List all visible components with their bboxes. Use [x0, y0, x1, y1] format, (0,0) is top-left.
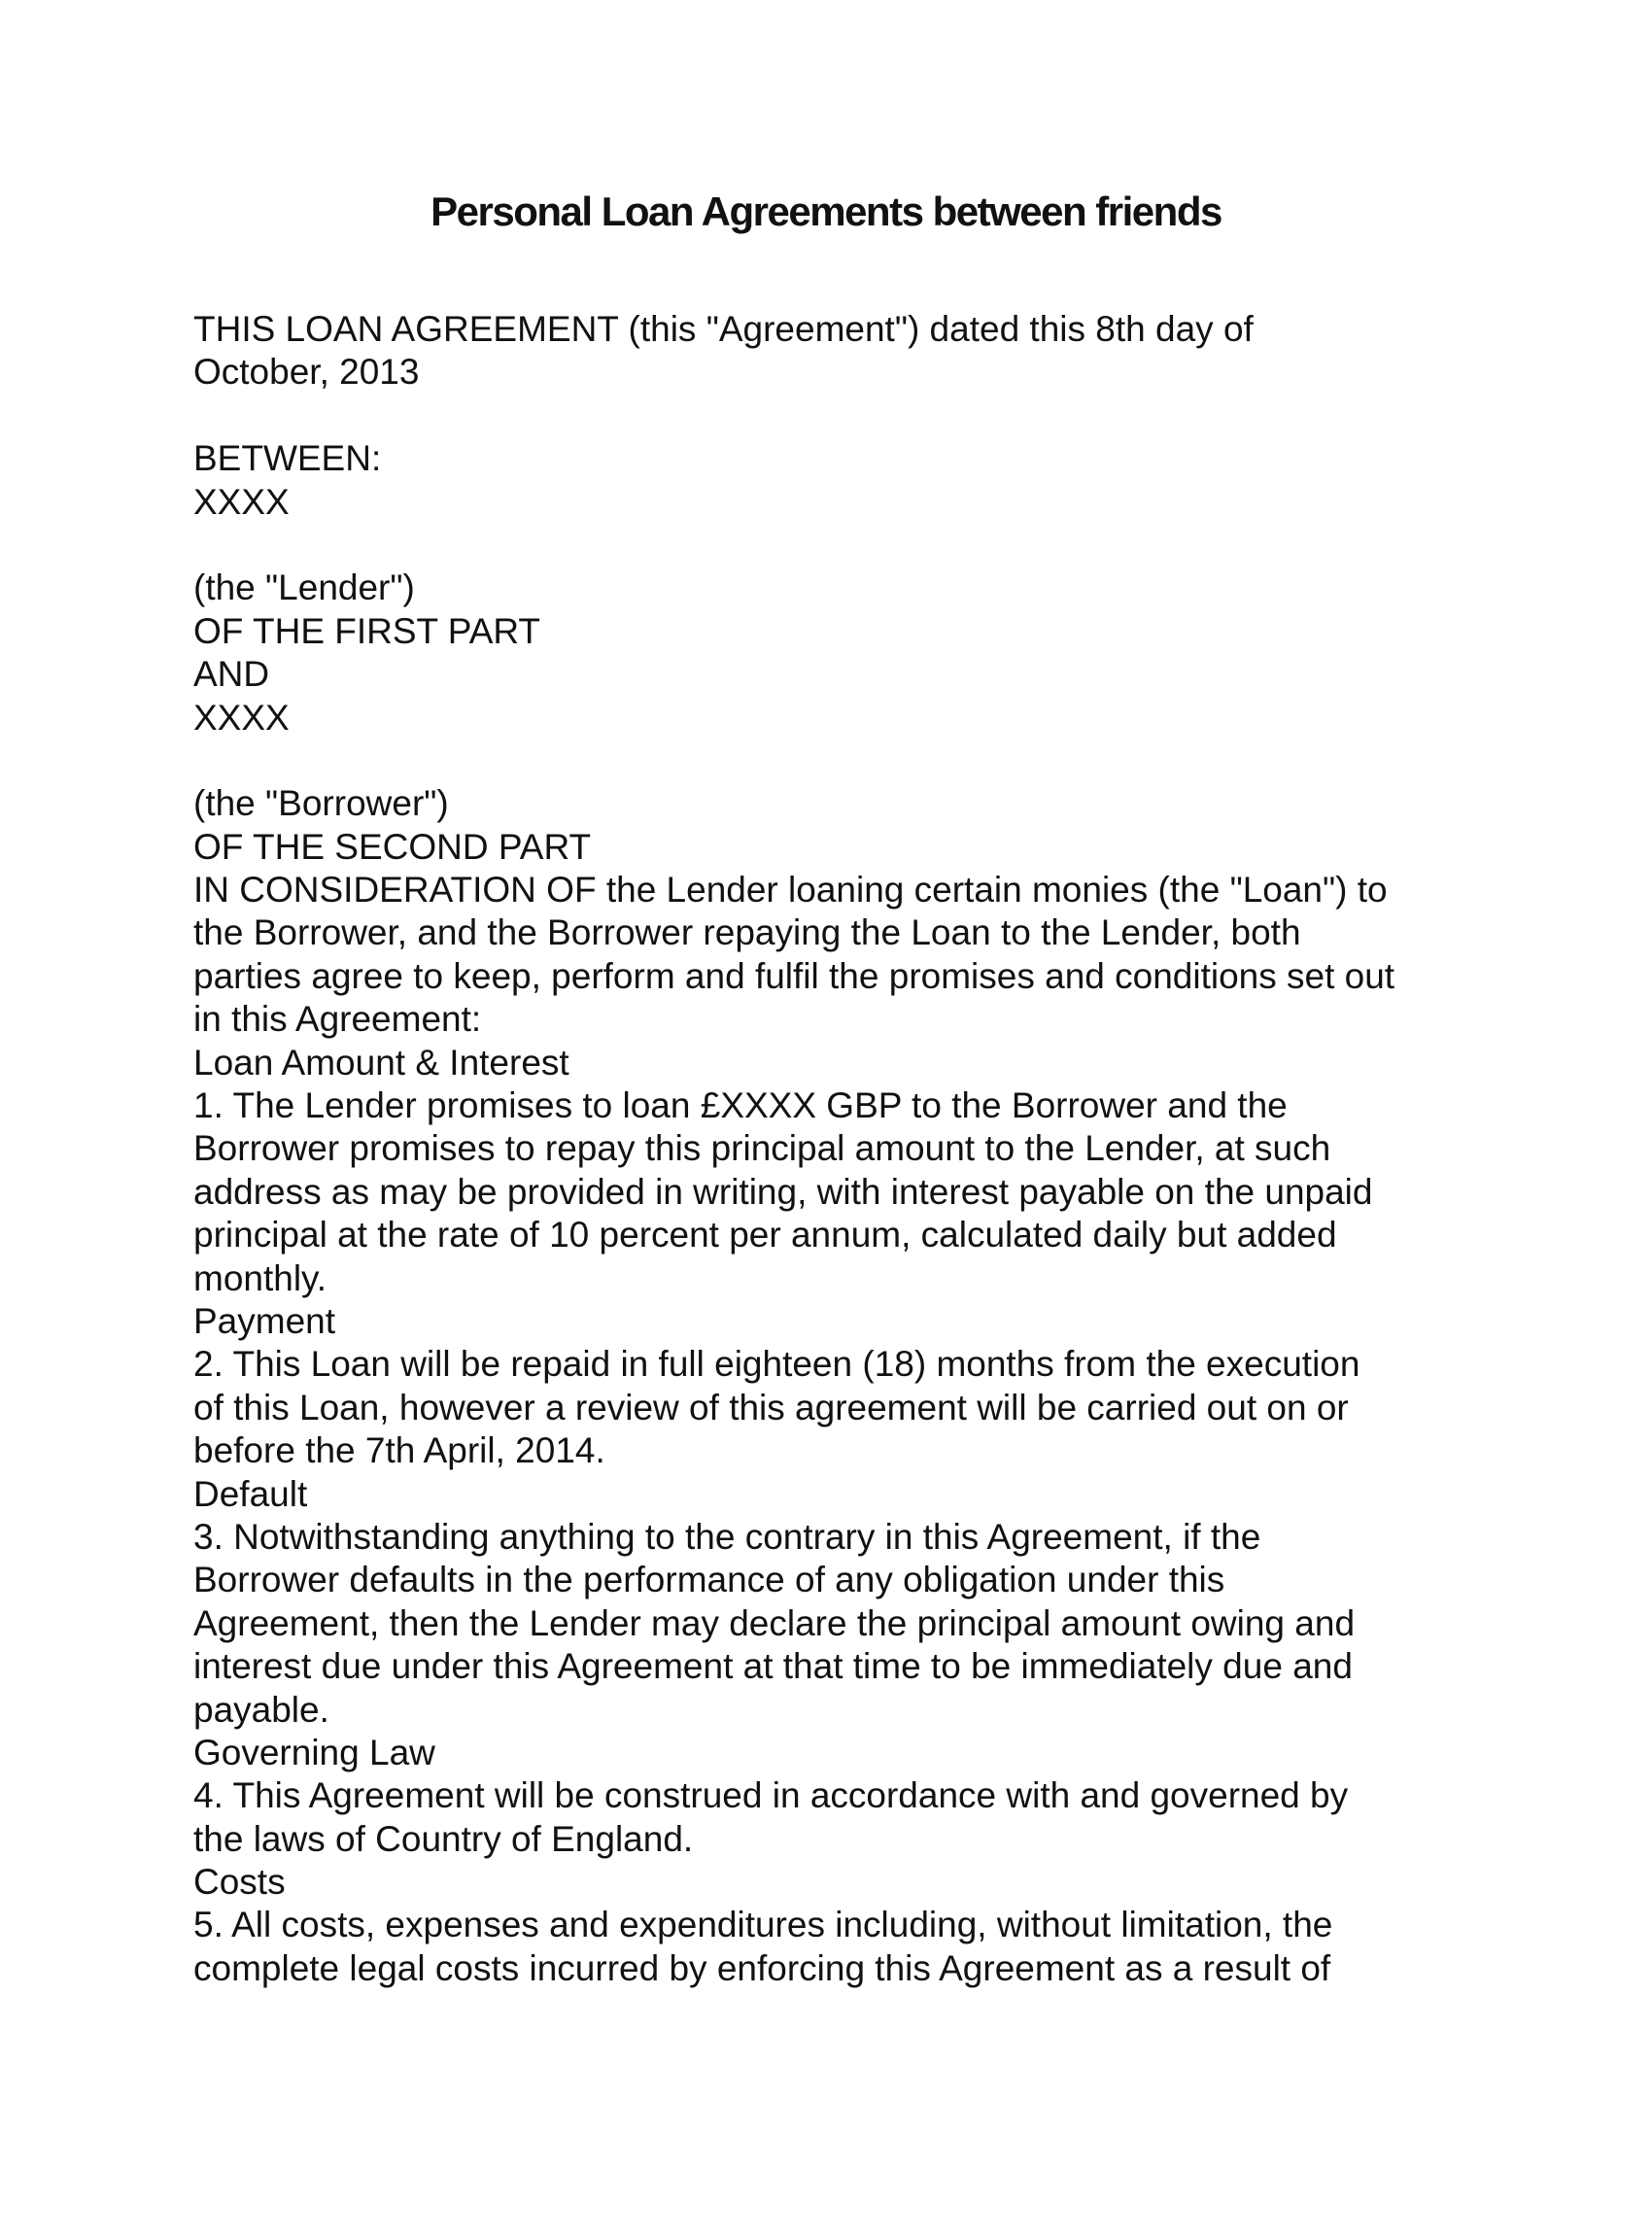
- paragraph-spacer: [193, 524, 1476, 567]
- clause-line: complete legal costs incurred by enforcing this Agreement as a result of: [193, 1947, 1331, 1988]
- clause-line: 4. This Agreement will be construed in accordance with and governed by: [193, 1775, 1349, 1816]
- lender-role: (the "Lender"): [193, 567, 415, 608]
- clause-line: 2. This Loan will be repaid in full eighteen (18) months from the execution: [193, 1344, 1360, 1385]
- lender-part: OF THE FIRST PART: [193, 610, 541, 651]
- between-label: BETWEEN:: [193, 438, 382, 479]
- clause-line: of this Loan, however a review of this agreement will be carried out on or: [193, 1387, 1349, 1427]
- section-heading-payment: Payment: [193, 1300, 336, 1341]
- clause-line: 5. All costs, expenses and expenditures including, without limitation, the: [193, 1905, 1333, 1945]
- document-title: Personal Loan Agreements between friends: [430, 189, 1222, 234]
- clause-line: address as may be provided in writing, with interest payable on the unpaid: [193, 1171, 1373, 1212]
- borrower-part: OF THE SECOND PART: [193, 826, 592, 867]
- clause-line: before the 7th April, 2014.: [193, 1430, 605, 1471]
- consideration-line: in this Agreement:: [193, 999, 482, 1040]
- lender-name: XXXX: [193, 481, 290, 522]
- clause-line: 1. The Lender promises to loan £XXXX GBP to the Borrower and the: [193, 1085, 1288, 1126]
- section-heading-costs: Costs: [193, 1862, 286, 1903]
- and-label: AND: [193, 654, 270, 695]
- section-heading-loan-amount: Loan Amount & Interest: [193, 1042, 569, 1083]
- clause-line: principal at the rate of 10 percent per annum, calculated daily but added: [193, 1215, 1337, 1255]
- clause-line: interest due under this Agreement at that time to be immediately due and: [193, 1646, 1353, 1687]
- clause-line: the laws of Country of England.: [193, 1818, 694, 1859]
- document-body: [193, 308, 1476, 1990]
- intro-line: THIS LOAN AGREEMENT (this "Agreement") dated this 8th day of: [193, 309, 1254, 349]
- borrower-role: (the "Borrower"): [193, 783, 449, 824]
- paragraph-spacer: [193, 739, 1476, 782]
- clause-line: Borrower defaults in the performance of any obligation under this: [193, 1560, 1225, 1600]
- paragraph-spacer: [193, 395, 1476, 437]
- consideration-line: the Borrower, and the Borrower repaying the Loan to the Lender, both: [193, 912, 1301, 953]
- clause-line: payable.: [193, 1689, 329, 1730]
- consideration-line: IN CONSIDERATION OF the Lender loaning certain monies (the "Loan") to: [193, 870, 1388, 911]
- section-heading-default: Default: [193, 1473, 308, 1514]
- intro-line: October, 2013: [193, 352, 420, 393]
- clause-line: Agreement, then the Lender may declare the principal amount owing and: [193, 1602, 1356, 1643]
- section-heading-governing-law: Governing Law: [193, 1732, 435, 1772]
- borrower-name: XXXX: [193, 697, 290, 738]
- clause-line: Borrower promises to repay this principal amount to the Lender, at such: [193, 1128, 1331, 1169]
- consideration-line: parties agree to keep, perform and fulfil the promises and conditions set out: [193, 955, 1395, 996]
- clause-line: monthly.: [193, 1257, 327, 1298]
- clause-line: 3. Notwithstanding anything to the contrary in this Agreement, if the: [193, 1516, 1261, 1557]
